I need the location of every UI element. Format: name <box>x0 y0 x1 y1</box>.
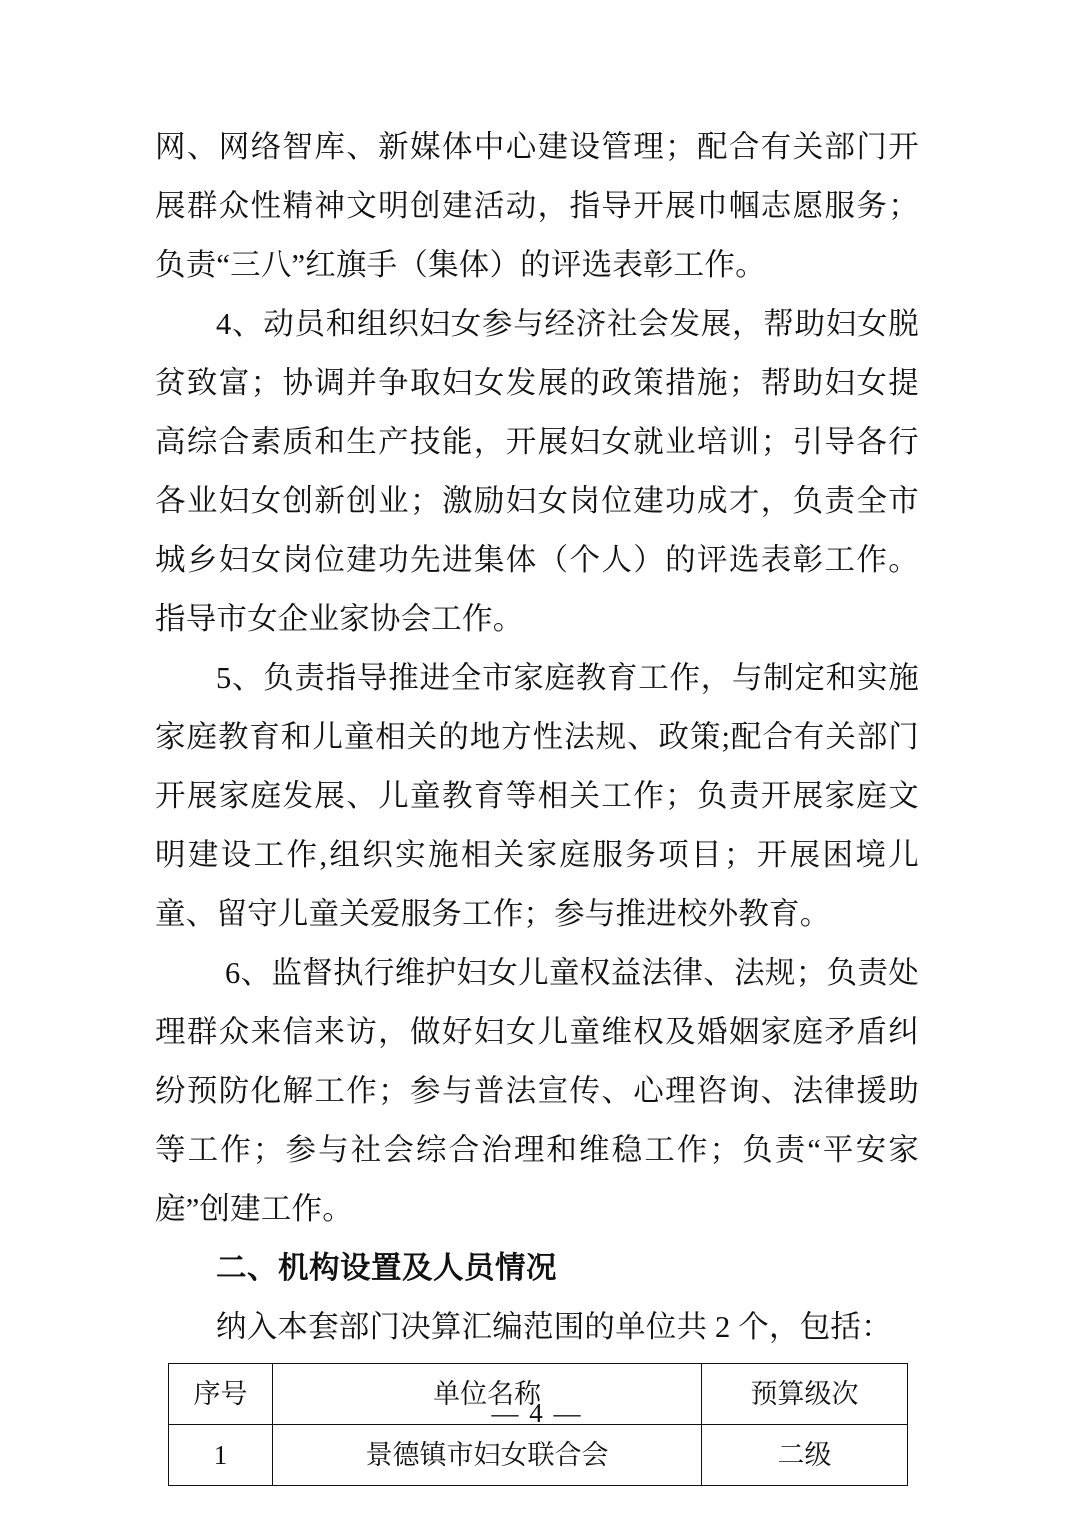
paragraph-item-4: 4、动员和组织妇女参与经济社会发展，帮助妇女脱贫致富；协调并争取妇女发展的政策措施；帮助妇女提高综合素质和生产技能，开展妇女就业培训；引导各行各业妇女创新创业；激励妇女岗位建功成才，负责全市城乡妇女岗位建功先进集体（个人）的评选表彰工作。指导市女企业家协会工作。 <box>155 307 919 636</box>
table-header-budget-level: 预算级次 <box>702 1364 908 1425</box>
table-cell-no: 1 <box>169 1425 273 1486</box>
table-cell-budget-level: 二级 <box>702 1425 908 1486</box>
table-header-unit-name: 单位名称 <box>273 1364 702 1425</box>
table-cell-unit-name: 景德镇市妇女联合会 <box>273 1425 702 1486</box>
page-number: — 4 — <box>491 1398 583 1428</box>
paragraph-continued: 网、网络智库、新媒体中心建设管理；配合有关部门开展群众性精神文明创建活动，指导开展巾帼志愿服务；负责“三八”红旗手（集体）的评选表彰工作。 <box>155 130 919 282</box>
table-header-no: 序号 <box>169 1364 273 1425</box>
paragraph-item-6: 6、监督执行维护妇女儿童权益法律、法规；负责处理群众来信来访，做好妇女儿童维权及婚姻家庭矛盾纠纷预防化解工作；参与普法宣传、心理咨询、法律援助等工作；参与社会综合治理和维稳工作；负责“平安家庭”创建工作。 <box>155 956 919 1226</box>
document-body <box>155 118 919 1486</box>
table-row <box>169 1425 908 1486</box>
paragraph-lead-units: 纳入本套部门决算汇编范围的单位共 2 个，包括： <box>216 1310 892 1344</box>
paragraph-item-5: 5、负责指导推进全市家庭教育工作，与制定和实施家庭教育和儿童相关的地方性法规、政策;配合有关部门开展家庭发展、儿童教育等相关工作；负责开展家庭文明建设工作,组织实施相关家庭服务项目；开展困境儿童、留守儿童关爱服务工作；参与推进校外教育。 <box>155 661 919 931</box>
section-heading-organization: 二、机构设置及人员情况 <box>216 1251 557 1285</box>
